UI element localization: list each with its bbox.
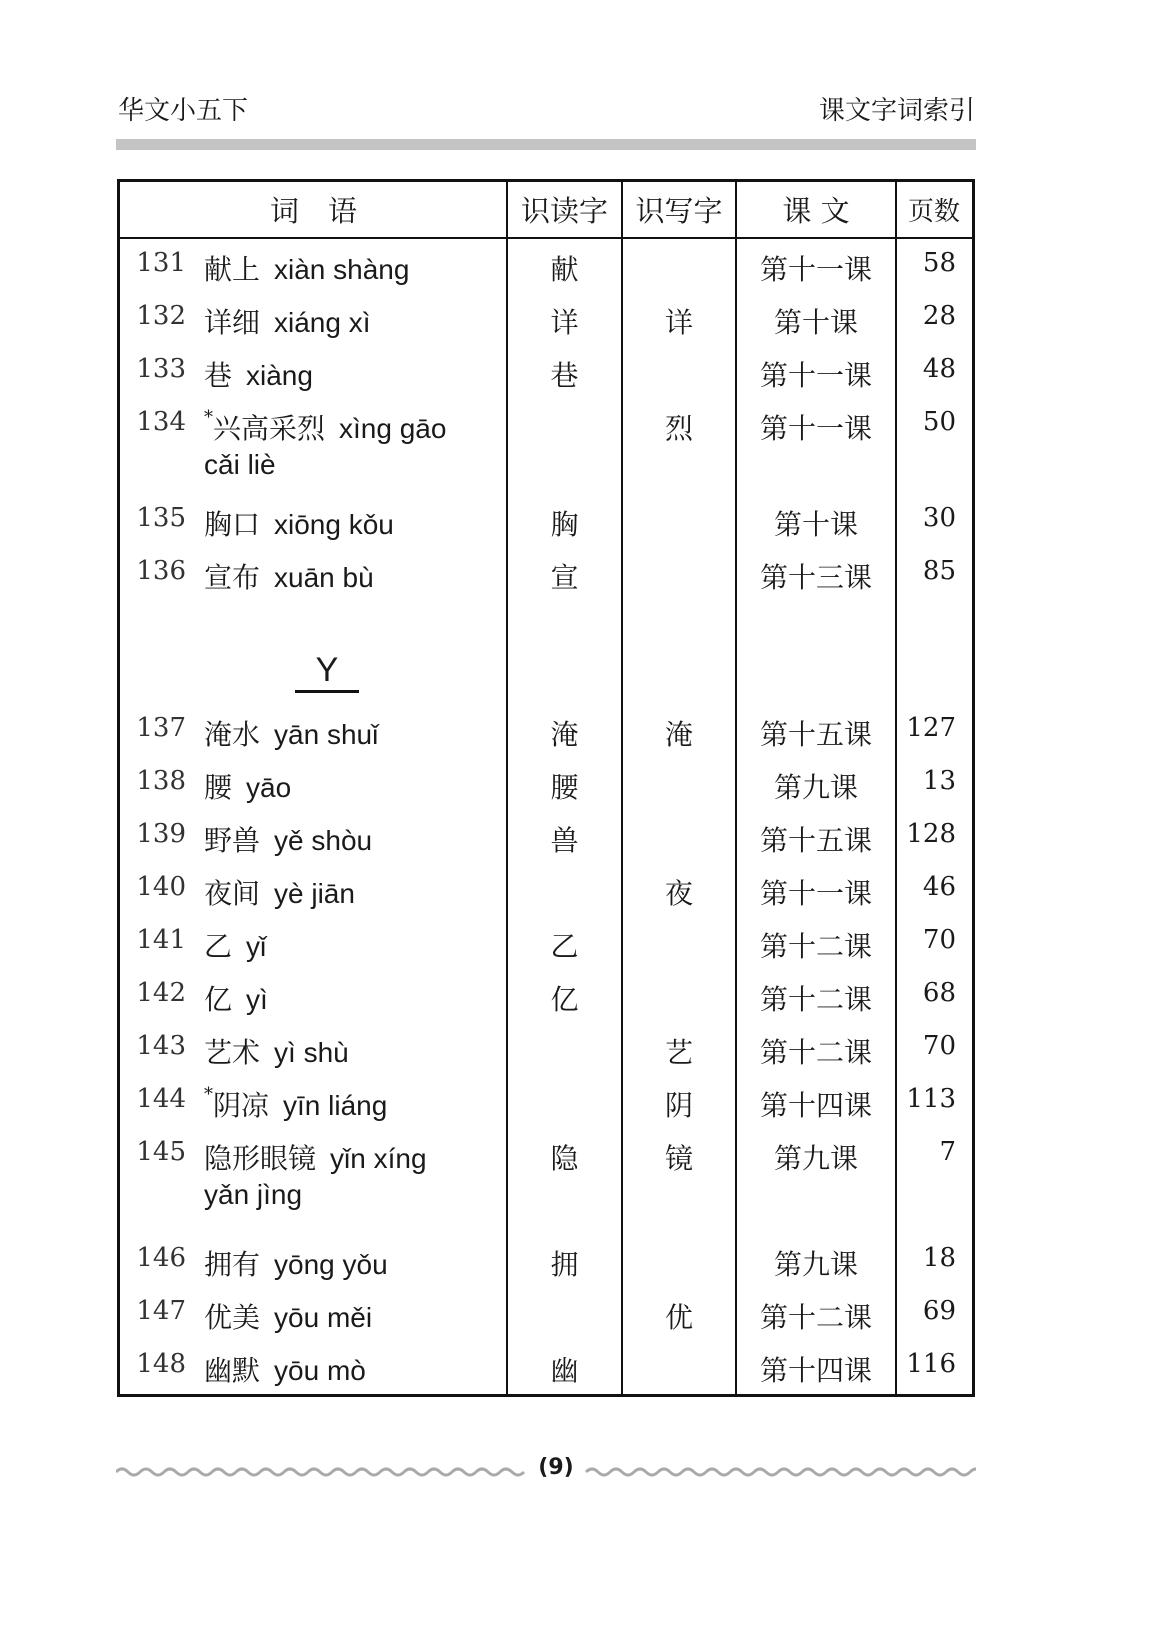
write-char: 镜: [664, 1142, 693, 1175]
lesson: 第十课: [773, 508, 858, 541]
lesson: 第十课: [773, 306, 858, 339]
lesson: 第十一课: [759, 253, 872, 286]
read-char: [507, 398, 622, 494]
read-char: 淹: [550, 718, 579, 751]
write-char: [622, 1340, 736, 1393]
asterisk-mark: *: [204, 407, 213, 428]
lesson: 第十三课: [759, 561, 872, 594]
table-row: [120, 239, 972, 292]
word-cell: [120, 1075, 507, 1128]
lesson: 第十二课: [759, 1036, 872, 1069]
page: 68: [922, 978, 956, 1008]
page: 13: [922, 766, 956, 796]
table-row: [120, 292, 972, 345]
pinyin: xiōng kǒu: [274, 509, 394, 540]
word-cell: [120, 1340, 507, 1393]
write-char: 烈: [664, 412, 693, 445]
table-row: [120, 1340, 972, 1393]
entry-number: 137: [136, 713, 186, 743]
word: 优美: [204, 1301, 261, 1334]
read-char: 宣: [550, 561, 579, 594]
read-char: 乙: [550, 930, 579, 963]
pinyin: yǐ: [246, 931, 267, 962]
word-cell: [120, 494, 507, 547]
word-cell: [120, 1022, 507, 1075]
pinyin: xuān bù: [274, 562, 374, 593]
write-char: [622, 969, 736, 1022]
pinyin: yōu mò: [274, 1355, 366, 1386]
write-char: 优: [664, 1301, 693, 1334]
lesson: 第十二课: [759, 930, 872, 963]
rows-x: [120, 239, 972, 600]
word: 夜间: [204, 877, 261, 910]
word: 幽默: [204, 1354, 261, 1387]
word: 阴凉: [213, 1089, 270, 1122]
table-row: [120, 398, 972, 494]
word: 艺术: [204, 1036, 261, 1069]
asterisk-mark: *: [204, 1084, 213, 1105]
write-char: [622, 916, 736, 969]
pinyin-line2: yǎn jìng: [204, 1179, 303, 1210]
page-number: (9): [538, 1455, 574, 1480]
pinyin: xiàng: [246, 360, 313, 391]
lesson: 第九课: [773, 1248, 858, 1281]
read-char: [507, 1075, 622, 1128]
pinyin: yì shù: [274, 1037, 349, 1068]
write-char: 淹: [664, 718, 693, 751]
word: 亿: [204, 983, 233, 1016]
col-header-write: 识写字: [635, 194, 723, 228]
word: 献上: [204, 253, 261, 286]
table-row: [120, 1022, 972, 1075]
page: 50: [922, 407, 956, 437]
header-divider: [116, 139, 976, 150]
column-divider: [735, 182, 737, 1394]
col-header-page: 页数: [907, 197, 960, 227]
word: 胸口: [204, 508, 261, 541]
section-title: 课文字词索引: [818, 96, 975, 126]
word-cell: [120, 239, 507, 292]
word-cell: [120, 810, 507, 863]
pinyin: yǐn xíng: [330, 1143, 427, 1174]
table-row: [120, 1287, 972, 1340]
lesson: 第十二课: [759, 1301, 872, 1334]
page: 28: [922, 301, 956, 331]
word-cell: [120, 1287, 507, 1340]
lesson: 第十五课: [759, 718, 872, 751]
lesson: 第九课: [773, 771, 858, 804]
page: 128: [906, 819, 956, 849]
word-cell: [120, 398, 507, 494]
pinyin: xiáng xì: [274, 307, 371, 338]
write-char: 夜: [664, 877, 693, 910]
write-char: 阴: [664, 1089, 693, 1122]
section-heading: [120, 600, 972, 704]
write-char: [622, 547, 736, 600]
pinyin: xiàn shàng: [274, 254, 410, 285]
entry-number: 148: [136, 1349, 186, 1379]
table-row: [120, 1128, 972, 1234]
col-header-lesson: 课 文: [782, 194, 850, 228]
table-header: [120, 182, 972, 239]
word: 拥有: [204, 1248, 261, 1281]
read-char: 巷: [550, 359, 579, 392]
table-row: [120, 757, 972, 810]
pinyin: yōu měi: [274, 1302, 373, 1333]
word: 详细: [204, 306, 261, 339]
pinyin: yōng yǒu: [274, 1249, 388, 1280]
lesson: 第九课: [773, 1142, 858, 1175]
read-char: 胸: [550, 508, 579, 541]
word: 巷: [204, 359, 233, 392]
column-divider: [895, 182, 897, 1394]
pinyin: xìng gāo: [339, 413, 447, 444]
page: 70: [922, 1031, 956, 1061]
entry-number: 147: [136, 1296, 186, 1326]
word-cell: [120, 292, 507, 345]
lesson: 第十四课: [759, 1354, 872, 1387]
entry-number: 135: [136, 503, 186, 533]
entry-number: 140: [136, 872, 186, 902]
read-char: 亿: [550, 983, 579, 1016]
entry-number: 142: [136, 978, 186, 1008]
page: 70: [922, 925, 956, 955]
pinyin-line2: cǎi liè: [204, 449, 276, 480]
pinyin: yān shuǐ: [274, 719, 379, 750]
table-row: [120, 704, 972, 757]
entry-number: 132: [136, 301, 186, 331]
page: 69: [922, 1296, 956, 1326]
page: 113: [906, 1084, 956, 1114]
page: 18: [922, 1243, 956, 1273]
lesson: 第十二课: [759, 983, 872, 1016]
write-char: [622, 1234, 736, 1287]
entry-number: 131: [136, 248, 186, 278]
write-char: 艺: [664, 1036, 693, 1069]
entry-number: 145: [136, 1137, 186, 1167]
page: 85: [922, 556, 956, 586]
entry-number: 133: [136, 354, 186, 384]
col-header-read: 识读字: [520, 194, 608, 228]
entry-number: 141: [136, 925, 186, 955]
word-cell: [120, 757, 507, 810]
word-cell: [120, 1234, 507, 1287]
table-row: [120, 494, 972, 547]
entry-number: 134: [136, 407, 186, 437]
word-cell: [120, 863, 507, 916]
word-cell: [120, 969, 507, 1022]
table-row: [120, 1075, 972, 1128]
read-char: 幽: [550, 1354, 579, 1387]
column-divider: [621, 182, 623, 1394]
word: 隐形眼镜: [204, 1142, 317, 1175]
word-index-table: [117, 179, 975, 1397]
word-cell: [120, 916, 507, 969]
write-char: [622, 494, 736, 547]
table-row: [120, 916, 972, 969]
word-cell: [120, 547, 507, 600]
read-char: [507, 863, 622, 916]
word: 腰: [204, 771, 233, 804]
word-cell: [120, 704, 507, 757]
entry-number: 143: [136, 1031, 186, 1061]
lesson: 第十一课: [759, 412, 872, 445]
table-row: [120, 1234, 972, 1287]
entry-number: 144: [136, 1084, 186, 1114]
book-title: 华文小五下: [118, 96, 249, 126]
write-char: [622, 810, 736, 863]
write-char: 详: [664, 306, 693, 339]
table-row: [120, 547, 972, 600]
table-row: [120, 810, 972, 863]
pinyin: yāo: [246, 772, 292, 803]
table-row: [120, 863, 972, 916]
lesson: 第十一课: [759, 877, 872, 910]
page: 7: [939, 1137, 956, 1167]
write-char: [622, 757, 736, 810]
write-char: [622, 345, 736, 398]
word: 野兽: [204, 824, 261, 857]
word: 乙: [204, 930, 233, 963]
page: 116: [906, 1349, 956, 1379]
write-char: [622, 239, 736, 292]
page: 30: [922, 503, 956, 533]
lesson: 第十五课: [759, 824, 872, 857]
read-char: 兽: [550, 824, 579, 857]
lesson: 第十一课: [759, 359, 872, 392]
pinyin: yè jiān: [274, 878, 355, 909]
word: 宣布: [204, 561, 261, 594]
column-divider: [506, 182, 508, 1394]
word-cell: [120, 1128, 507, 1234]
rows-y: [120, 704, 972, 1393]
page: 127: [906, 713, 956, 743]
entry-number: 146: [136, 1243, 186, 1273]
page: 58: [922, 248, 956, 278]
lesson: 第十四课: [759, 1089, 872, 1122]
table-row: [120, 969, 972, 1022]
read-char: [507, 1022, 622, 1075]
entry-number: 139: [136, 819, 186, 849]
page: 48: [922, 354, 956, 384]
pinyin: yě shòu: [274, 825, 373, 856]
word: 淹水: [204, 718, 261, 751]
read-char: 隐: [550, 1142, 579, 1175]
read-char: 拥: [550, 1248, 579, 1281]
col-header-words: 词 语: [269, 194, 357, 228]
page: 46: [922, 872, 956, 902]
section-letter: Y: [295, 650, 359, 693]
word: 兴高采烈: [213, 412, 326, 445]
footer: [116, 1455, 976, 1489]
word-cell: [120, 345, 507, 398]
entry-number: 136: [136, 556, 186, 586]
pinyin: yì: [246, 984, 268, 1015]
read-char: 献: [550, 253, 579, 286]
read-char: [507, 1287, 622, 1340]
table-row: [120, 345, 972, 398]
read-char: 腰: [550, 771, 579, 804]
entry-number: 138: [136, 766, 186, 796]
read-char: 详: [550, 306, 579, 339]
pinyin: yīn liáng: [283, 1090, 388, 1121]
